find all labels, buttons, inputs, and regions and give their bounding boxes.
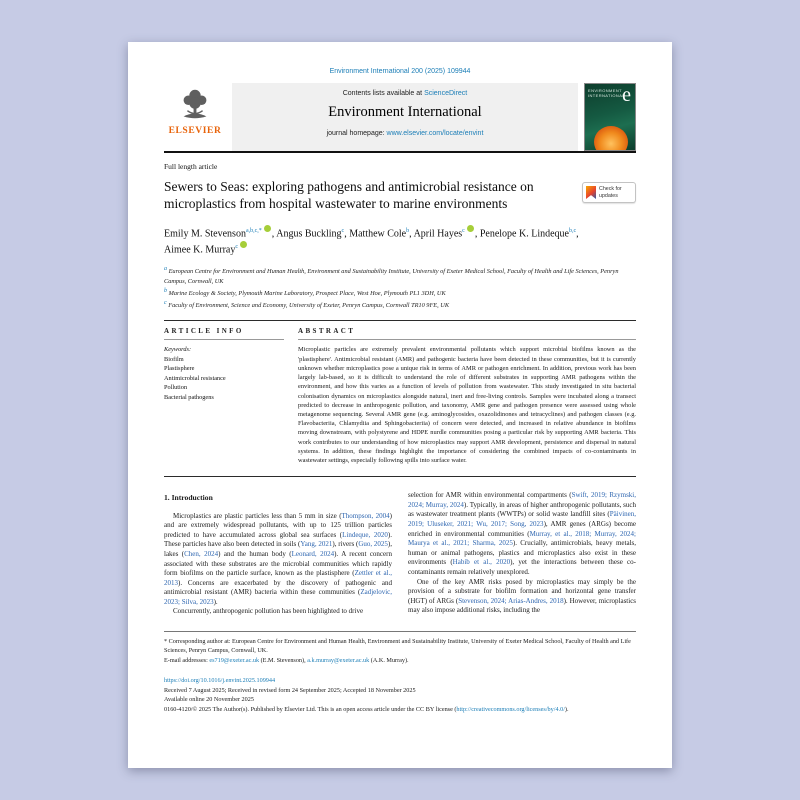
citation-link[interactable]: Thompson, 2004 — [341, 511, 390, 520]
text-run: European Centre for Environment and Human Health, Environment and Sustainability Institute, University of Exeter Medical School, Faculty of Health and Life Sciences, Penryn Campus, Cornwall, UK — [164, 268, 619, 286]
journal-citation: Environment International 200 (2025) 109944 — [329, 68, 471, 75]
paragraph — [164, 512, 392, 608]
elsevier-tree-icon — [176, 86, 214, 124]
doi-link[interactable]: https://doi.org/10.1016/j.envint.2025.109944 — [164, 676, 276, 684]
citation-link[interactable]: Swift, 2019; Rzymski, 2024; Murray, 2024 — [408, 491, 636, 509]
text-run: Concurrently, anthropogenic pollution has been highlighted to drive — [173, 607, 364, 616]
citation-link[interactable]: Stevenson, 2024; Arias-Andres, 2018 — [458, 596, 564, 605]
contents-line — [236, 90, 574, 97]
citation-link[interactable]: Guo, 2025 — [358, 540, 388, 549]
cover-e-mark: e — [622, 84, 631, 106]
check-for-updates-badge[interactable] — [582, 182, 636, 203]
article-title: Sewers to Seas: exploring pathogens and antimicrobial resistance on microplastics from hospital wastewater to marine environments — [164, 179, 534, 212]
email-link-stevenson[interactable]: es719@exeter.ac.uk — [209, 656, 260, 664]
keyword: Bacterial pathogens — [164, 393, 214, 401]
article-info-column — [164, 327, 284, 465]
text-run: ). — [213, 597, 218, 606]
text-run: c — [341, 227, 345, 234]
keyword: Biofilm — [164, 355, 184, 363]
cc-license-link[interactable]: http://creativecommons.org/licenses/by/4.0/ — [456, 705, 565, 713]
doi-line — [164, 676, 636, 686]
elsevier-logo-text: ELSEVIER — [168, 126, 222, 136]
text-run: b — [406, 227, 410, 234]
cover-journal-name: ENVIRONMENT INTERNATIONAL — [588, 88, 625, 98]
available-online-line: Available online 20 November 2025 — [164, 696, 254, 704]
email-addresses-note — [164, 656, 636, 665]
citation-link[interactable]: Päivinen, 2019; Uluseker, 2021; Wu, 2017; Song, 2023 — [408, 510, 636, 529]
orcid-icon — [240, 241, 247, 248]
abstract-heading: ABSTRACT — [298, 327, 636, 340]
text-run: b — [164, 287, 167, 294]
affiliation-b — [164, 287, 636, 299]
affiliations — [164, 265, 636, 310]
text-run: E-mail addresses: — [164, 656, 210, 664]
citation-link[interactable]: Chen, 2024 — [184, 550, 219, 559]
paper-page — [128, 42, 672, 768]
text-run: ), AMR genes (ARGs) become enriched in environmental communities ( — [408, 520, 636, 538]
text-run: Microplastics are plastic particles less than 5 mm in size ( — [173, 511, 342, 520]
corresponding-author-note — [164, 637, 636, 656]
text-run: ). A recent concern associated with these substrates are the microbial communities which rapidly form biofilms on the particle surface, known as the plastisphere ( — [164, 550, 392, 578]
text-run: Faculty of Environment, Science and Economy, University of Exeter, Penryn Campus, Cornwall TR10 9FE, UK — [166, 301, 450, 309]
text-run: (A.K. Murray). — [369, 656, 409, 664]
article-type-label: Full length article — [164, 162, 218, 171]
cover-art-blob — [594, 126, 628, 151]
paragraph — [408, 491, 636, 577]
article-footer-meta — [164, 676, 636, 714]
text-run: 0160-4120/© 2025 The Author(s). Published by Elsevier Ltd. This is an open access article under the CC BY license ( — [164, 705, 457, 713]
crossmark-icon — [586, 186, 596, 199]
paragraph — [408, 578, 636, 616]
text-run: ). Crucially, antimicrobials, heavy metals, human or animal pathogens, plastics and microplastics also exist in these environments ( — [408, 539, 636, 567]
text-run: , Angus Buckling — [271, 227, 342, 239]
affiliation-a — [164, 265, 636, 287]
journal-header — [164, 83, 636, 151]
text-run: Marine Ecology & Society, Plymouth Marine Laboratory, Prospect Place, West Hoe, Plymouth PL1 3DH, UK — [167, 289, 446, 297]
text-run: Emily M. Stevenson — [164, 227, 246, 239]
orcid-icon — [264, 225, 271, 232]
keyword: Plastisphere — [164, 365, 195, 373]
text-run: , Aimee K. Murray — [164, 227, 579, 256]
journal-header-box — [232, 83, 578, 151]
citation-link[interactable]: Lindeque, 2020 — [342, 530, 388, 539]
text-run: , Matthew Cole — [344, 227, 407, 239]
article-info-heading: ARTICLE INFO — [164, 327, 284, 340]
text-run: c — [164, 299, 167, 306]
journal-homepage-link[interactable]: www.elsevier.com/locate/envint — [386, 130, 484, 137]
text-run: selection for AMR within environmental compartments ( — [408, 491, 572, 500]
text-run: One of the key AMR risks posed by microplastics may simply be the provision of a substrate for biofilm formation and horizontal gene transfer (HGT) of ARGs ( — [408, 577, 636, 605]
text-run: a,b,c,* — [245, 227, 262, 234]
text-run: ). Concerns are exacerbated by the discovery of pathogenic and antimicrobial resistant (AMR) bacteria within these communities ( — [164, 578, 392, 597]
text-run: ). However, microplastics may also impose additional risks, including the — [408, 596, 637, 615]
email-link-murray[interactable]: a.k.murray@exeter.ac.uk — [307, 656, 370, 664]
section-heading-introduction: 1. Introduction — [164, 493, 213, 503]
paragraph — [164, 607, 392, 617]
citation-link[interactable]: Zettler et al., 2013 — [164, 569, 393, 587]
citation-link[interactable]: Murray, et al., 2018; Murray, 2024; Maurya et al., 2021; Sharma, 2025 — [408, 529, 636, 548]
text-run: (E.M. Stevenson), — [259, 656, 308, 664]
journal-cover-thumbnail[interactable] — [584, 83, 636, 151]
text-run: ), rivers ( — [332, 540, 359, 549]
text-run: c — [462, 227, 465, 234]
text-run: b,c — [568, 227, 577, 234]
keyword: Pollution — [164, 384, 188, 392]
citation-link[interactable]: Habib et al., 2020 — [452, 558, 511, 567]
citation-link[interactable]: Leonard, 2024 — [291, 550, 335, 559]
text-run: ). — [564, 705, 569, 713]
text-run: ). Typically, in areas of higher anthropogenic pollutants, such as wastewater treatment plants (WWTPs) or solid waste landfill sites ( — [408, 500, 636, 519]
author-list — [164, 225, 594, 259]
text-run: Contents lists available at — [342, 90, 425, 97]
footnote-block — [164, 631, 636, 665]
header-rule — [164, 151, 636, 153]
text-run: , April Hayes — [409, 227, 463, 239]
text-run: , Penelope K. Lindeque — [474, 227, 569, 239]
article-info-abstract-block — [164, 320, 636, 477]
text-run: ), lakes ( — [164, 540, 392, 559]
received-dates-line: Received 7 August 2025; Received in revised form 24 September 2025; Accepted 18 November 2025 — [164, 686, 416, 694]
text-run: journal homepage: — [326, 130, 387, 137]
text-run: ). These particles have also been detected in soils ( — [164, 530, 392, 549]
copyright-line — [164, 705, 636, 715]
citation-link[interactable]: Zadjelovic, 2023; Silva, 2023 — [164, 588, 392, 606]
text-run: ), yet the interactions between these co-contaminants remain relatively unexplored. — [408, 558, 636, 576]
text-run: * Corresponding author at: European Centre for Environment and Human Health, Environment and Sustainability Institute, University of Exeter Medical School, Faculty of Health and Life Sciences, Penryn Campus, Cornwall, UK. — [164, 638, 631, 655]
abstract-text: Microplastic particles are extremely prevalent environmental pollutants which support microbial biofilms known as the 'plastisphere'. Antimicrobial resistant (AMR) and pathogenic bacteria have been detected in these communities, but it is currently unknown whether microplastics pose a unique risk in terms of AMR or pathogen enrichment. In addition, previous work has been largely lab-based, so it is difficult to understand the role of different substrates in supporting AMR pathogens within the environment, and how this varies as a function of levels of pollution from wastewater. This study investigated in situ bacterial colonisation dynamics on microplastics alongside natural, inert and free-living controls. Samples were incubated along a transect predicted to decrease in anthropogenic pollution, and taxonomy, AMR gene and pathogen presence were assessed using whole metagenome sequencing. Several AMR gene (e.g. aminoglycosides, oxazolidinones and tetracyclines) and pathogen classes (e.g. Flavobacteriia, Chlamydiia and Sphingobacteriia) of concern were detected, and increased in relative abundance in biofilms moving downstream, with polystyrene and HDPE nurdle communities posing a particular risk by supporting AMR bacteria. This work contributes to our understanding of how microplastics may support AMR development, persistence and dispersal in natural systems. In addition, these findings highlight the importance of considering the combined impacts of co-contaminants in wastewater settings, especially following spills into surface water. — [298, 346, 636, 465]
orcid-icon — [467, 225, 474, 232]
text-run: a — [164, 266, 167, 273]
article-body — [164, 491, 636, 617]
text-run: ) and are extremely widespread pollutants, with up to 125 trillion particles predicted to have accumulated across global sea surfaces ( — [164, 511, 392, 539]
citation-link[interactable]: Yang, 2021 — [300, 540, 333, 549]
body-right-column — [408, 491, 636, 617]
text-run: ) and the human body ( — [218, 550, 292, 559]
homepage-line — [236, 130, 574, 137]
text-run: c — [235, 244, 239, 251]
check-for-updates-label: Check for updates — [599, 186, 622, 199]
sciencedirect-link[interactable]: ScienceDirect — [424, 90, 468, 97]
body-left-column — [164, 491, 392, 617]
affiliation-c — [164, 299, 636, 311]
abstract-column — [298, 327, 636, 465]
keywords-label: Keywords: — [164, 346, 192, 354]
elsevier-logo[interactable] — [164, 83, 226, 151]
journal-title: Environment International — [328, 104, 482, 120]
keyword: Antimicrobial resistance — [164, 374, 226, 382]
